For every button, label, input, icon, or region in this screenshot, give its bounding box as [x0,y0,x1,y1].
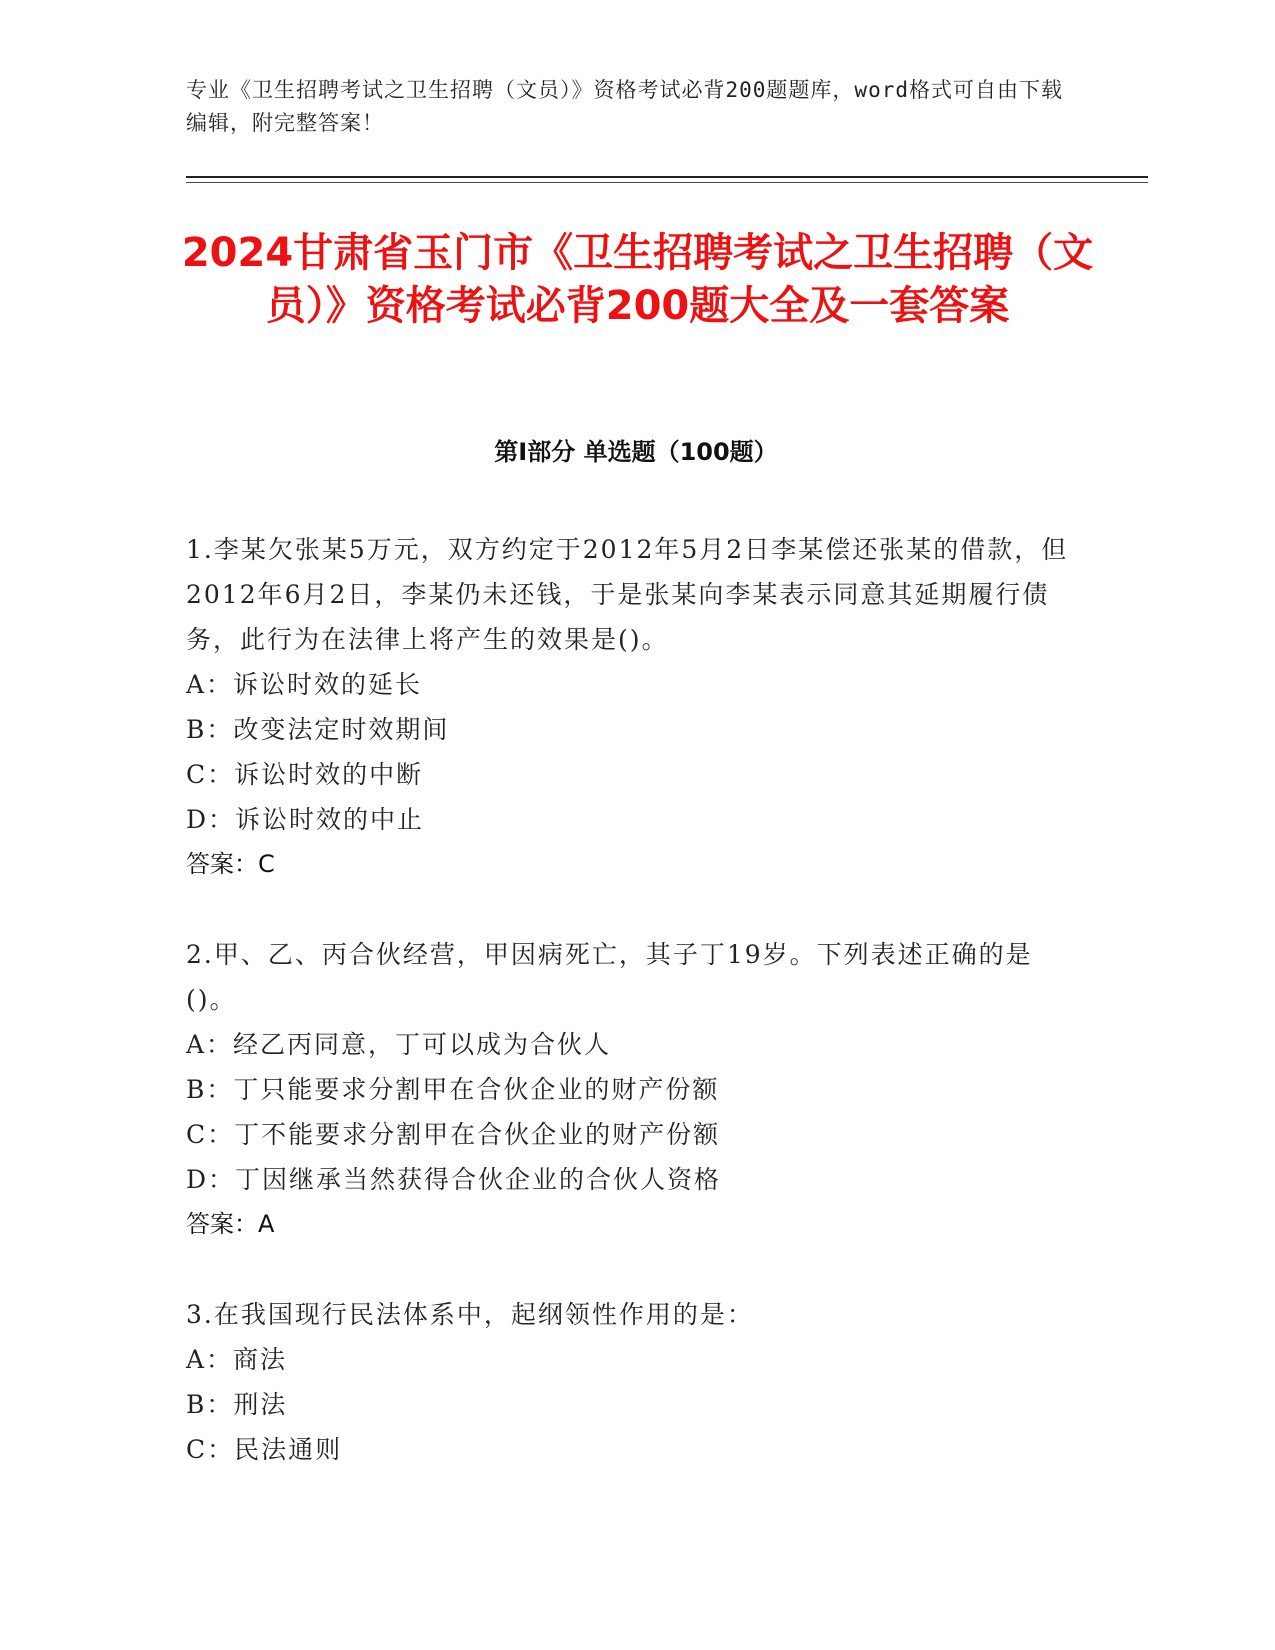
question-option: A：诉讼时效的延长 [186,670,423,699]
question-option: B：改变法定时效期间 [186,715,450,744]
section-title: 第I部分 单选题（100题） [494,438,778,466]
header-note: 专业《卫生招聘考试之卫生招聘（文员）》资格考试必背200题题库，word格式可自由下载编辑，附完整答案！ [186,78,1063,135]
question-option: B：刑法 [186,1390,288,1419]
header-divider-thin [186,182,1148,183]
question-item [186,1292,1076,1472]
question-answer: 答案：A [186,1210,275,1238]
question-stem: 3.在我国现行民法体系中，起纲领性作用的是： [186,1300,754,1329]
header-divider-thick [186,176,1148,178]
question-option: B：丁只能要求分割甲在合伙企业的财产份额 [186,1075,720,1104]
question-option: A：商法 [186,1345,288,1374]
question-option: A：经乙丙同意，丁可以成为合伙人 [186,1030,612,1059]
question-option: C：丁不能要求分割甲在合伙企业的财产份额 [186,1120,721,1149]
question-option: D：诉讼时效的中止 [186,805,425,834]
question-option: C：诉讼时效的中断 [186,760,424,789]
document-title: 2024甘肃省玉门市《卫生招聘考试之卫生招聘（文员）》资格考试必背200题大全及一套答案 [181,230,1094,329]
question-option: C：民法通则 [186,1435,343,1464]
question-item [186,932,1076,1247]
question-option: D：丁因继承当然获得合伙企业的合伙人资格 [186,1165,722,1194]
question-stem: 2.甲、乙、丙合伙经营，甲因病死亡，其子丁19岁。下列表述正确的是()。 [186,940,1033,1014]
question-item [186,527,1076,887]
question-stem: 1.李某欠张某5万元，双方约定于2012年5月2日李某偿还张某的借款，但2012年6月2日，李某仍未还钱，于是张某向李某表示同意其延期履行债务，此行为在法律上将产生的效果是()。 [186,535,1069,654]
question-list [186,527,1076,1517]
question-answer: 答案：C [186,850,275,878]
